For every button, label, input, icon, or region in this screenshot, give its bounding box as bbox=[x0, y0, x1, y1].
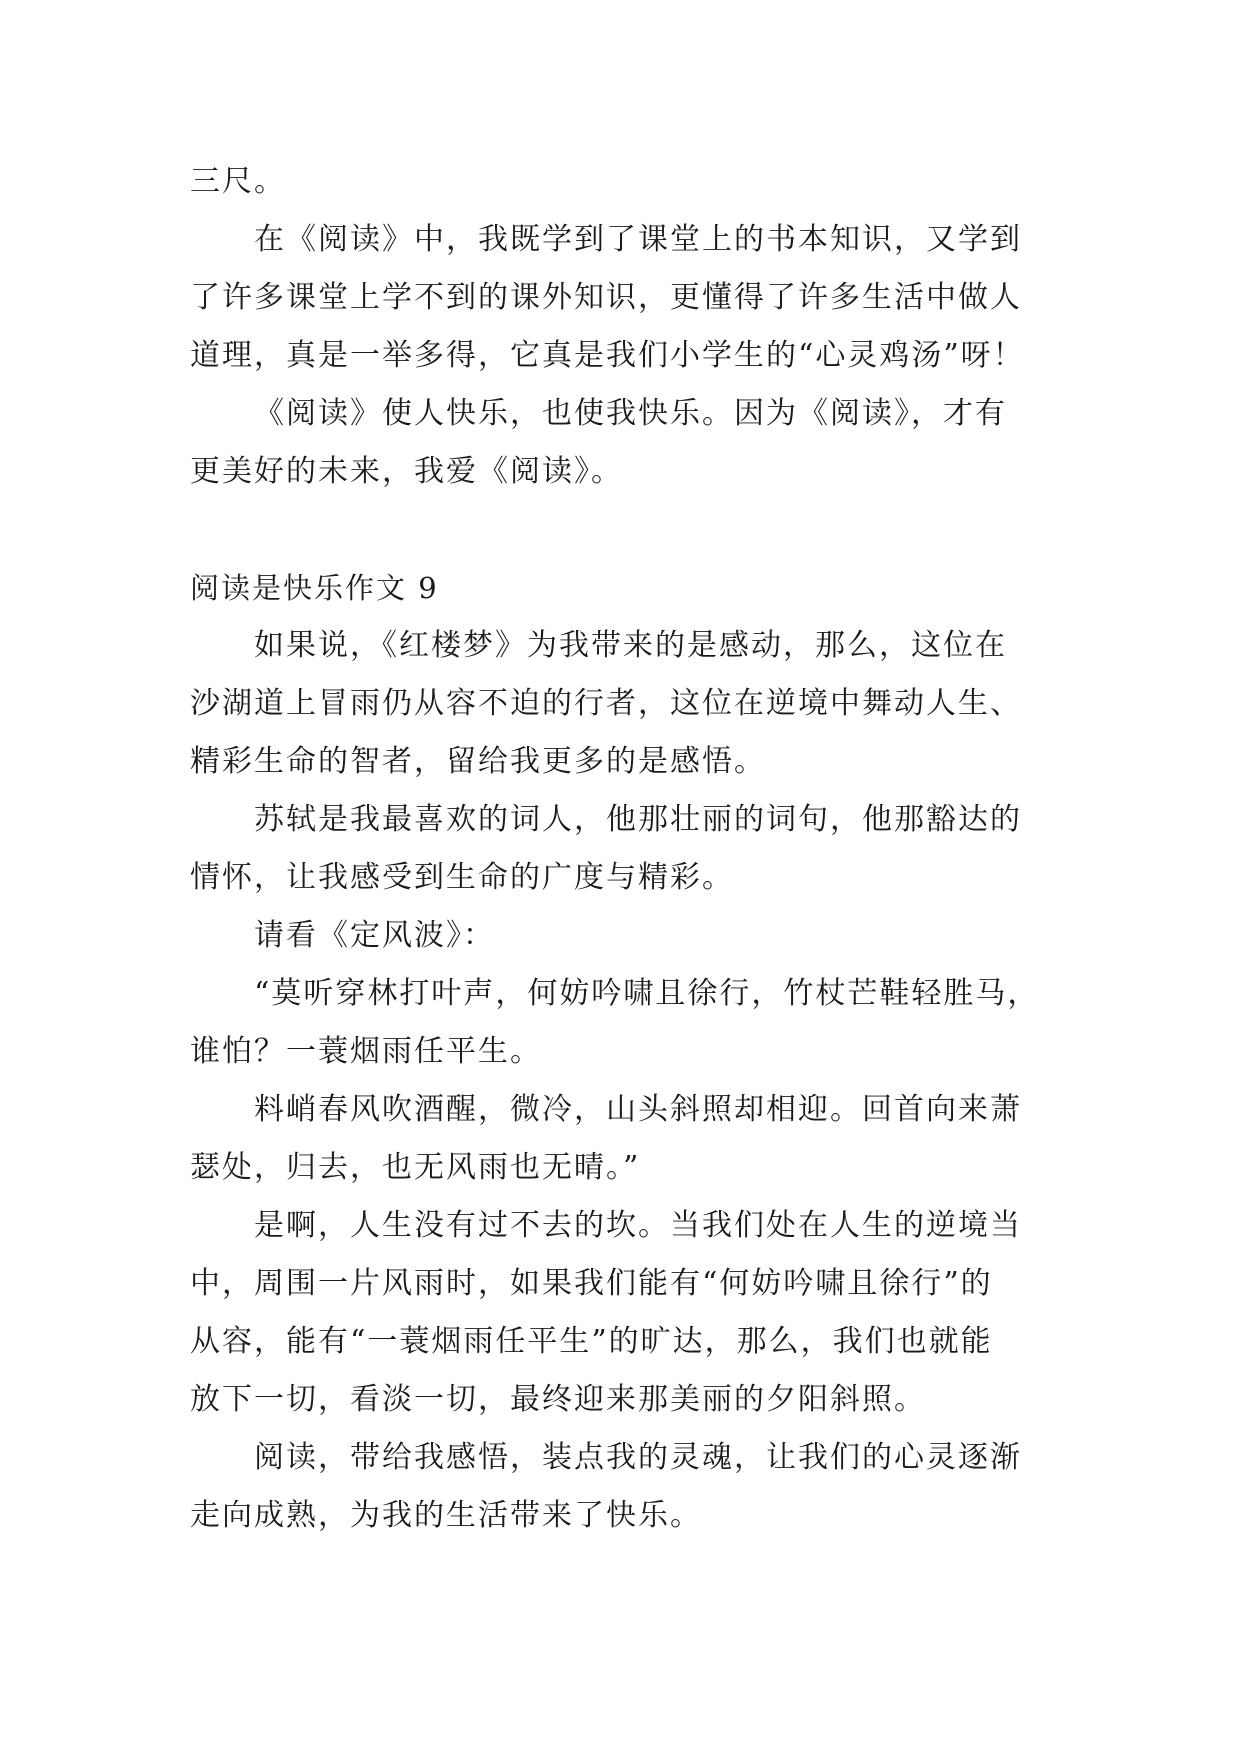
paragraph-line: 走向成熟，为我的生活带来了快乐。 bbox=[190, 1498, 702, 1533]
paragraph-line: 苏轼是我最喜欢的词人，他那壮丽的词句，他那豁达的 bbox=[254, 802, 1022, 837]
paragraph-line: 沙湖道上冒雨仍从容不迫的行者，这位在逆境中舞动人生、 bbox=[190, 686, 1022, 721]
paragraph-line: 中，周围一片风雨时，如果我们能有“何妨吟啸且徐行”的 bbox=[190, 1266, 993, 1301]
paragraph-line: 情怀，让我感受到生命的广度与精彩。 bbox=[190, 860, 734, 895]
poem-line: 料峭春风吹酒醒，微冷，山头斜照却相迎。回首向来萧 bbox=[254, 1092, 1022, 1127]
paragraph-line: 《阅读》使人快乐，也使我快乐。因为《阅读》，才有 bbox=[254, 396, 1007, 431]
paragraph-line: 请看《定风波》： bbox=[254, 918, 495, 953]
paragraph-line: 放下一切，看淡一切，最终迎来那美丽的夕阳斜照。 bbox=[190, 1382, 926, 1417]
paragraph-line: 三尺。 bbox=[190, 164, 286, 199]
paragraph-line: 是啊，人生没有过不去的坎。当我们处在人生的逆境当 bbox=[254, 1208, 1022, 1243]
poem-line: 瑟处，归去，也无风雨也无晴。” bbox=[190, 1150, 641, 1185]
paragraph-line: 如果说，《红楼梦》为我带来的是感动，那么，这位在 bbox=[254, 628, 1007, 663]
paragraph-line: 精彩生命的智者，留给我更多的是感悟。 bbox=[190, 744, 766, 779]
poem-line: 谁怕？一蓑烟雨任平生。 bbox=[190, 1034, 542, 1069]
paragraph-line: 从容，能有“一蓑烟雨任平生”的旷达，那么，我们也就能 bbox=[190, 1324, 993, 1359]
poem-line: “莫听穿林打叶声，何妨吟啸且徐行，竹杖芒鞋轻胜马， bbox=[254, 976, 1040, 1011]
paragraph-line: 道理，真是一举多得，它真是我们小学生的“心灵鸡汤”呀！ bbox=[190, 338, 1025, 373]
paragraph-line: 在《阅读》中，我既学到了课堂上的书本知识，又学到 bbox=[254, 222, 1022, 257]
section-title: 阅读是快乐作文 9 bbox=[190, 571, 439, 605]
paragraph-line: 更美好的未来，我爱《阅读》。 bbox=[190, 454, 623, 489]
paragraph-line: 了许多课堂上学不到的课外知识，更懂得了许多生活中做人 bbox=[190, 280, 1022, 315]
paragraph-line: 阅读，带给我感悟，装点我的灵魂，让我们的心灵逐渐 bbox=[254, 1440, 1022, 1475]
